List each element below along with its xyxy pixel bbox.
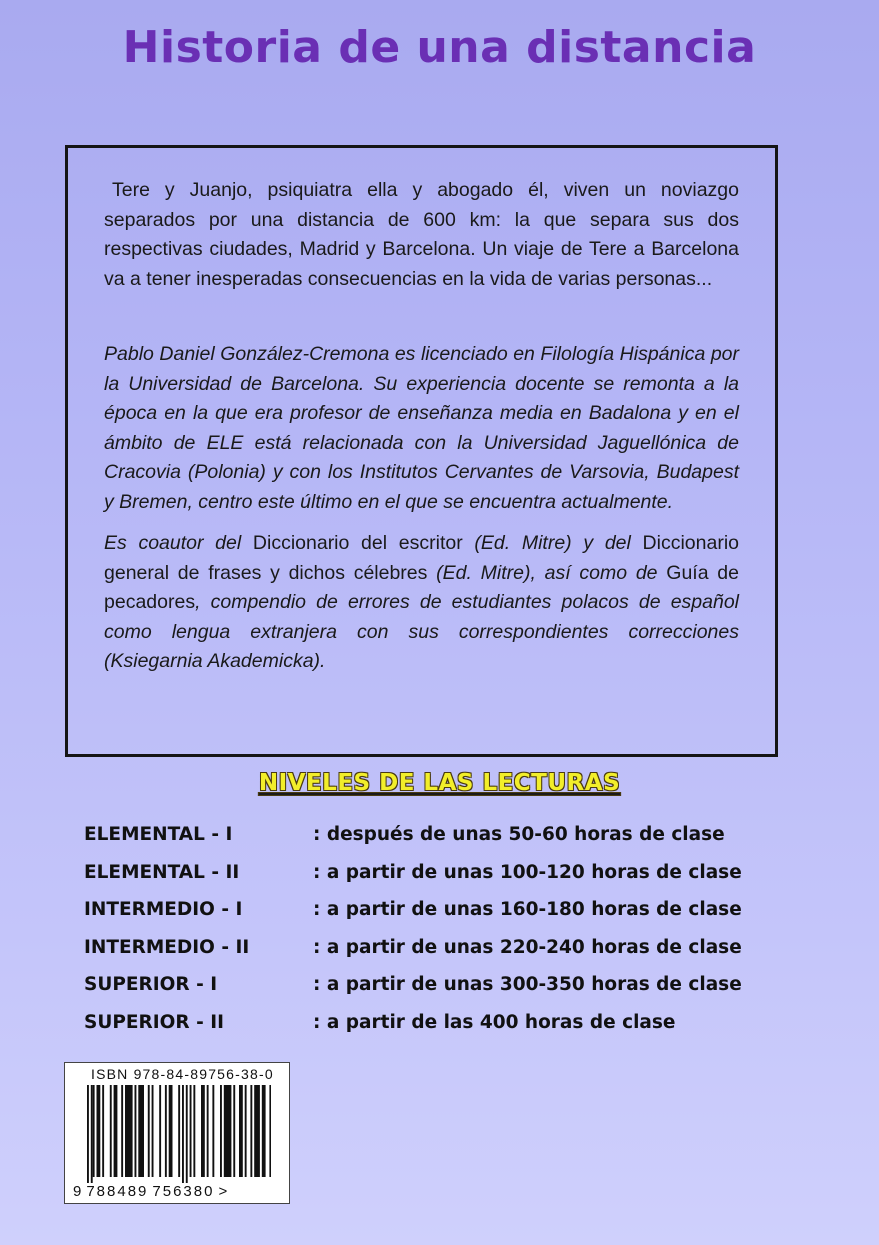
level-name: INTERMEDIO - II (84, 936, 250, 958)
level-description: : a partir de las 400 horas de clase (313, 1011, 676, 1033)
barcode-bar (233, 1085, 235, 1177)
work-title-1: Diccionario del escritor (252, 532, 463, 554)
level-row (84, 966, 804, 1004)
levels-heading: NIVELES DE LAS LECTURAS (258, 770, 621, 796)
level-name: ELEMENTAL - II (84, 861, 240, 883)
barcode-bar (182, 1085, 184, 1183)
barcode-bar (93, 1085, 95, 1177)
isbn-barcode (64, 1062, 290, 1204)
barcode-bar (250, 1085, 252, 1177)
level-description: : a partir de unas 300-350 horas de clase (313, 974, 742, 996)
barcode-bar (201, 1085, 205, 1177)
barcode-bar (165, 1085, 167, 1177)
level-row (84, 1004, 804, 1042)
barcode-bar (159, 1085, 161, 1177)
barcode-bar (262, 1085, 266, 1177)
level-row (84, 891, 804, 929)
level-name: ELEMENTAL - I (84, 824, 233, 846)
level-name: SUPERIOR - I (84, 974, 218, 996)
barcode-left-digits: 788489 (86, 1183, 149, 1200)
barcode-digits (73, 1183, 229, 1200)
barcode-bar (178, 1085, 180, 1177)
barcode-bar (110, 1085, 112, 1177)
barcode-bar (193, 1085, 195, 1177)
barcode-bars (87, 1085, 271, 1183)
isbn-label: ISBN 978-84-89756-38-0 (91, 1066, 274, 1082)
barcode-bar (138, 1085, 144, 1177)
barcode-bar (190, 1085, 192, 1177)
works-text-3: (Ed. Mitre), así como de (427, 561, 667, 584)
works-text-1: Es coautor del (104, 532, 253, 554)
barcode-right-digits: 756380 (152, 1183, 215, 1200)
barcode-bar (269, 1085, 271, 1177)
author-works-paragraph (104, 529, 739, 677)
barcode-bar (152, 1085, 154, 1177)
synopsis-paragraph: Tere y Juanjo, psiquiatra ella y abogado él, viven un noviazgo separados por una distancia de 600 km: la que separa sus dos respectivas ciudades, Madrid y Barcelona. Un viaje de Tere a Barcelona va a tener inesperadas consecuencias en la vida de varias personas... (104, 179, 739, 290)
work-title-2: Diccionario general de frases y dichos célebres (104, 532, 739, 584)
barcode-bar (224, 1085, 232, 1177)
barcode-bar (207, 1085, 209, 1177)
level-name: SUPERIOR - II (84, 1011, 224, 1033)
barcode-lead-digit: 9 (73, 1183, 84, 1200)
barcode-bar (114, 1085, 118, 1177)
works-text-4: , compendio de errores de estudiantes polacos de español como lengua extranjera con sus correspondientes correcciones (Ksiegarnia Akademicka). (104, 591, 739, 672)
barcode-bar (135, 1085, 137, 1177)
barcode-bar (239, 1085, 243, 1177)
description-box (65, 145, 778, 757)
barcode-bar (212, 1085, 214, 1177)
works-text-2: (Ed. Mitre) y del (462, 532, 643, 554)
barcode-bar (245, 1085, 247, 1177)
barcode-bar (220, 1085, 222, 1177)
work-title-3: Guía de pecadores (104, 561, 739, 613)
level-description: : a partir de unas 100-120 horas de clase (313, 861, 742, 883)
levels-list (84, 816, 804, 1041)
book-title: Historia de una distancia (122, 22, 757, 73)
barcode-bar (148, 1085, 150, 1177)
barcode-bar (97, 1085, 101, 1177)
barcode-bar (186, 1085, 188, 1183)
barcode-tail-mark: > (218, 1183, 230, 1200)
level-description: : a partir de unas 160-180 horas de clase (313, 899, 742, 921)
author-bio-paragraph: Pablo Daniel González-Cremona es licenciado en Filología Hispánica por la Universidad de Barcelona. Su experiencia docente se remonta a la época en la que era profesor de enseñanza media en Badalona y en el ámbito de ELE está relacionada con la Universidad Jaguellónica de Cracovia (Polonia) y con los Institutos Cervantes de Varsovia, Budapest y Bremen, centro este último en el que se encuentra actualmente. (104, 343, 739, 513)
level-row (84, 854, 804, 892)
barcode-bar (121, 1085, 123, 1177)
level-description: : después de unas 50-60 horas de clase (313, 824, 725, 846)
barcode-bar (102, 1085, 104, 1177)
barcode-bar (125, 1085, 133, 1177)
level-row (84, 929, 804, 967)
barcode-bar (91, 1085, 93, 1183)
barcode-bar (169, 1085, 173, 1177)
barcode-bar (87, 1085, 89, 1183)
level-row (84, 816, 804, 854)
level-description: : a partir de unas 220-240 horas de clase (313, 936, 742, 958)
level-name: INTERMEDIO - I (84, 899, 243, 921)
barcode-bar (254, 1085, 260, 1177)
